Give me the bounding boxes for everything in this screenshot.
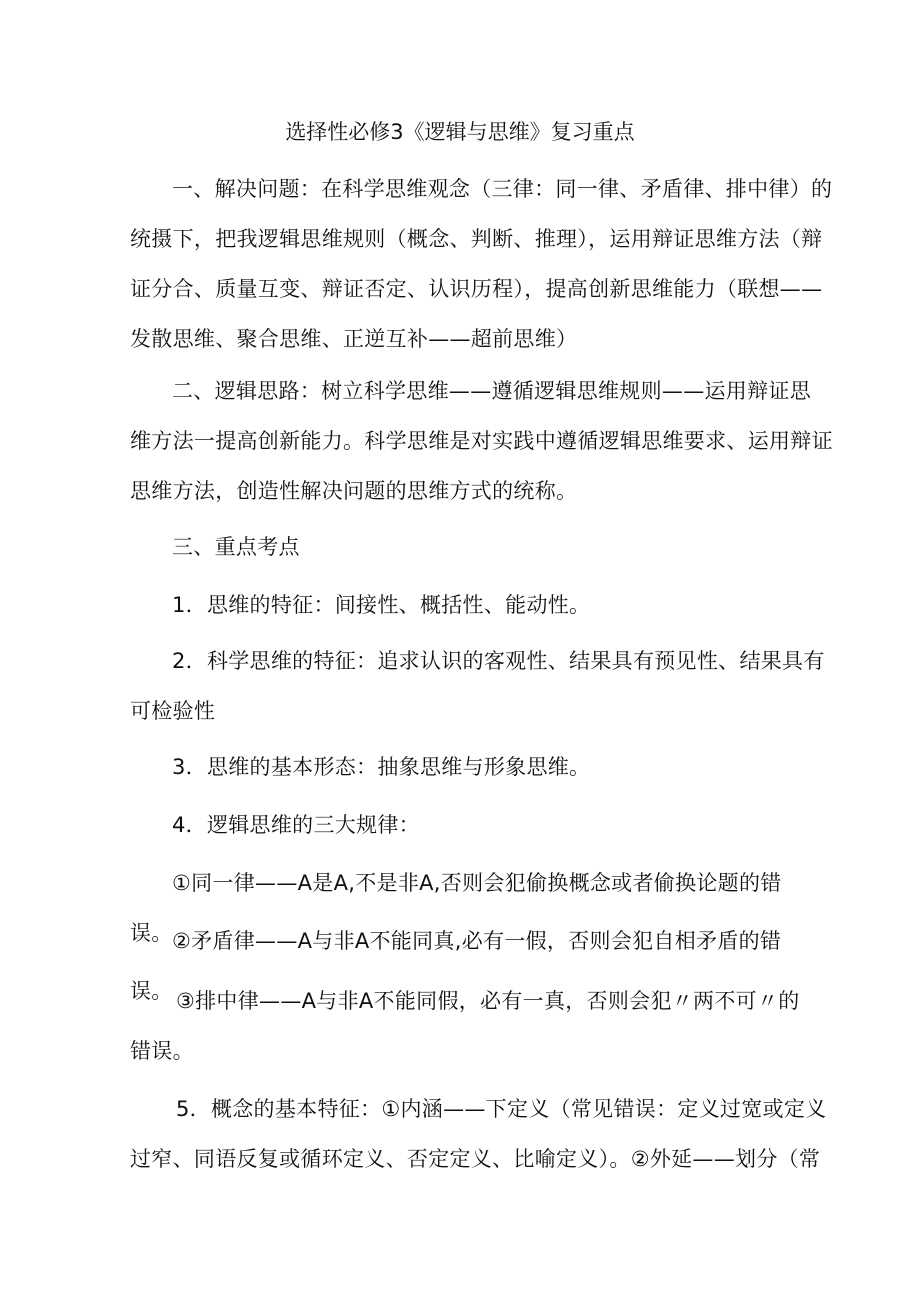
text-line: 2．科学思维的特征：追求认识的客观性、结果具有预见性、结果具有 [172, 649, 825, 673]
rule-excluded-middle [130, 976, 800, 1076]
text-line: 可检验性 [130, 699, 216, 723]
text-line: 5．概念的基本特征：①内涵——下定义（常见错误：定义过宽或定义 [176, 1097, 827, 1121]
section-2-paragraph [130, 366, 833, 516]
point-3: 3．思维的基本形态：抽象思维与形象思维。 [172, 755, 591, 779]
section-1-paragraph [130, 164, 833, 364]
point-4: 4．逻辑思维的三大规律： [172, 813, 420, 837]
text-line: 思维方法，创造性解决问题的思维方式的统称。 [130, 479, 578, 503]
text-line: ③排中律——A与非A不能同假，必有一真，否则会犯〃两不可〃的 [176, 989, 800, 1013]
document-title: 选择性必修3《逻辑与思维》复习重点 [285, 120, 635, 144]
section-3-heading: 三、重点考点 [172, 535, 300, 559]
point-2 [130, 636, 825, 736]
text-line: 一、解决问题：在科学思维观念（三律：同一律、矛盾律、排中律）的 [172, 177, 833, 201]
text-line: 错误。 [130, 1039, 194, 1063]
point-1: 1．思维的特征：间接性、概括性、能动性。 [172, 593, 591, 617]
text-line: 统摄下，把我逻辑思维规则（概念、判断、推理），运用辩证思维方法（辩 [130, 227, 823, 251]
rule-identity: ①同一律——A是A,不是非A,否则会犯偷换概念或者偷换论题的错误。 [130, 871, 782, 945]
point-5 [130, 1084, 827, 1184]
text-line: 二、逻辑思路：树立科学思维——遵循逻辑思维规则——运用辩证思 [172, 379, 811, 403]
text-line: 过窄、同语反复或循环定义、否定定义、比喻定义）。②外延——划分（常 [130, 1147, 821, 1171]
rule-contradiction: ②矛盾律——A与非A不能同真,必有一假，否则会犯自相矛盾的错误。 [130, 929, 782, 1003]
text-line: 维方法一提高创新能力。科学思维是对实践中遵循逻辑思维要求、运用辩证 [130, 429, 833, 453]
text-line: 证分合、质量互变、辩证否定、认识历程），提高创新思维能力（联想—— [130, 277, 823, 301]
text-line: 发散思维、聚合思维、正逆互补——超前思维） [130, 327, 578, 351]
